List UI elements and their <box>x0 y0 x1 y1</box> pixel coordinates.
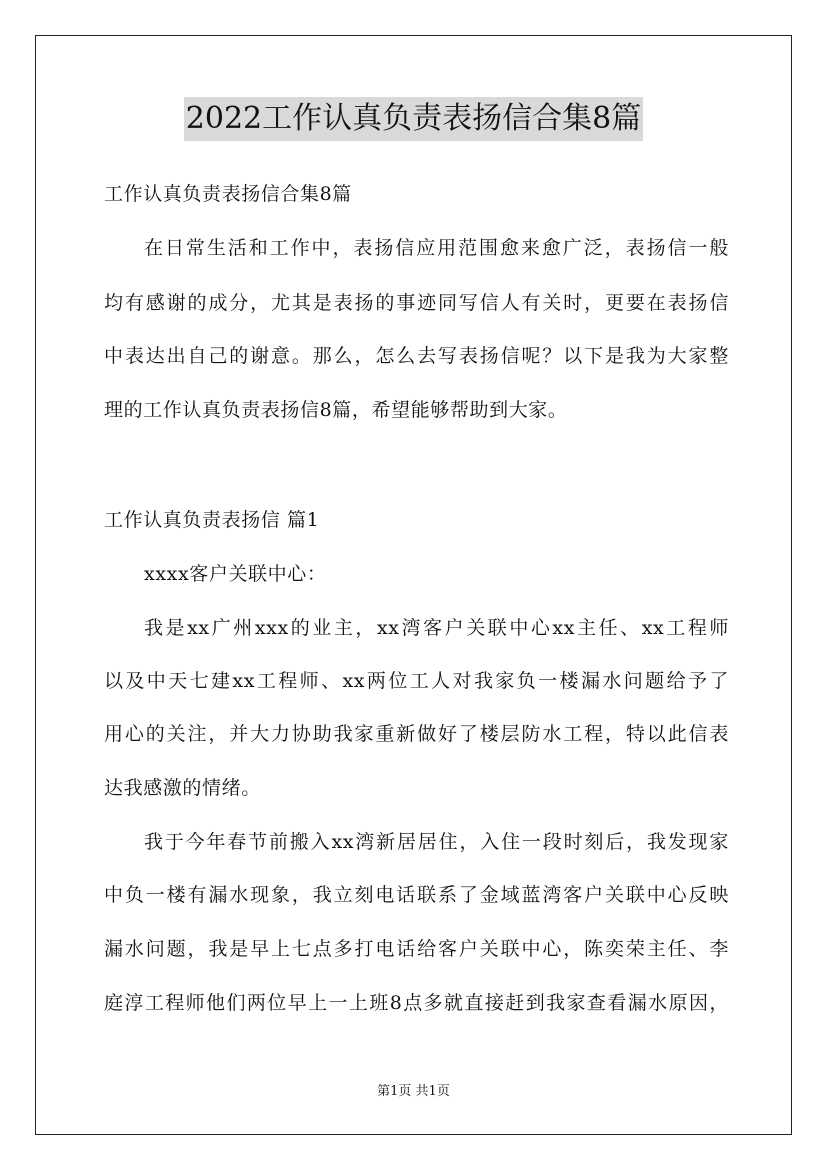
page-footer: 第1页 共1页 <box>377 1084 450 1099</box>
paragraph-line: 我于今年春节前搬入xx湾新居居住，入住一段时刻后，我发现家 <box>144 831 729 853</box>
title-container <box>0 97 827 141</box>
intro-line: 中表达出自己的谢意。那么，怎么去写表扬信呢？以下是我为大家整 <box>104 345 729 367</box>
intro-line: 理的工作认真负责表扬信8篇，希望能够帮助到大家。 <box>104 399 568 421</box>
salutation: xxxx客户关联中心： <box>144 563 327 585</box>
intro-line: 在日常生活和工作中，表扬信应用范围愈来愈广泛，表扬信一般 <box>144 237 729 259</box>
section-heading: 工作认真负责表扬信 篇1 <box>104 509 320 531</box>
paragraph-line: 中负一楼有漏水现象，我立刻电话联系了金域蓝湾客户关联中心反映 <box>104 884 729 906</box>
paragraph-line: 达我感激的情绪。 <box>104 777 261 799</box>
subtitle: 工作认真负责表扬信合集8篇 <box>104 183 352 205</box>
paragraph-line: 用心的关注，并大力协助我家重新做好了楼层防水工程，特以此信表 <box>104 723 729 745</box>
paragraph-line: 庭淳工程师他们两位早上一上班8点多就直接赶到我家查看漏水原因， <box>104 992 729 1014</box>
document-title: 2022工作认真负责表扬信合集8篇 <box>184 97 643 141</box>
paragraph-line: 我是xx广州xxx的业主，xx湾客户关联中心xx主任、xx工程师 <box>144 617 729 639</box>
intro-line: 均有感谢的成分，尤其是表扬的事迹同写信人有关时，更要在表扬信 <box>104 292 729 314</box>
paragraph-line: 以及中天七建xx工程师、xx两位工人对我家负一楼漏水问题给予了 <box>104 670 729 692</box>
paragraph-line: 漏水问题，我是早上七点多打电话给客户关联中心，陈奕荣主任、李 <box>104 938 729 960</box>
